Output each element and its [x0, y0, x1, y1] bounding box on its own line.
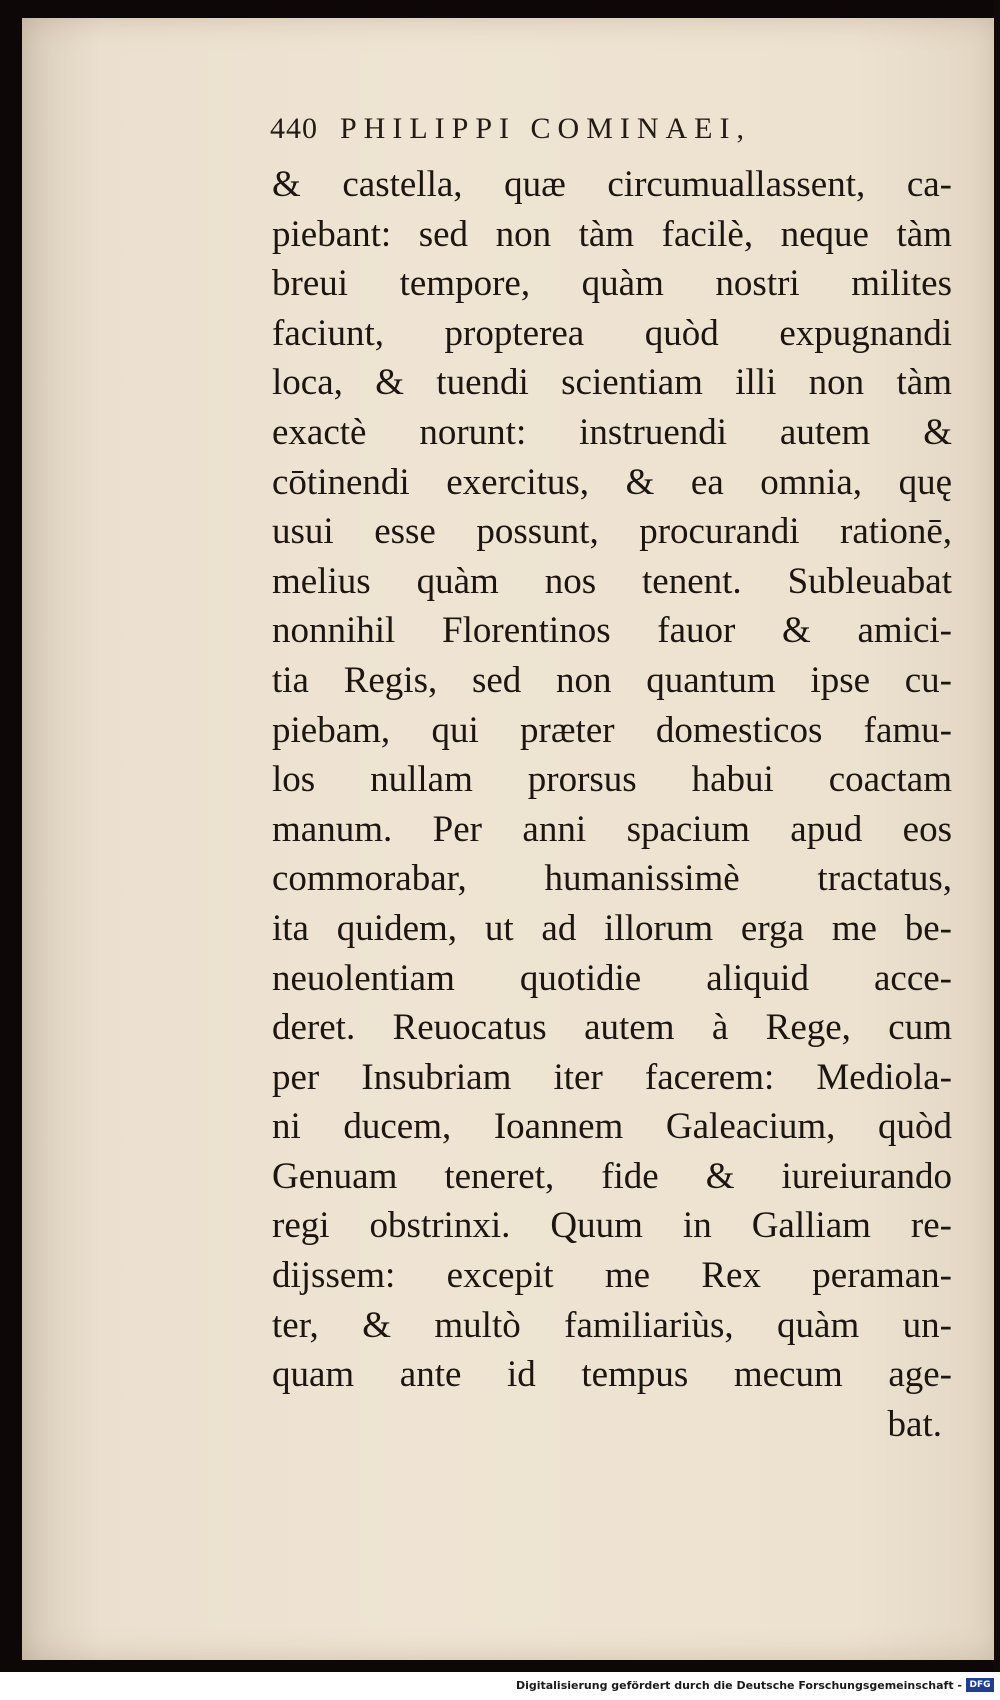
text-line: regi obstrinxi. Quum in Galliam re-: [272, 1205, 952, 1247]
text-line: per Insubriam iter facerem: Mediola-: [272, 1056, 952, 1098]
text-line: nonnihil Florentinos fauor & amici-: [272, 610, 952, 652]
text-line: cōtinendi exercitus, & ea omnia, quę: [272, 461, 952, 503]
text-line: ita quidem, ut ad illorum erga me be-: [272, 907, 952, 949]
text-line: deret. Reuocatus autem à Rege, cum: [272, 1007, 952, 1049]
text-line: quam ante id tempus mecum age-: [272, 1354, 952, 1396]
text-line: ni ducem, Ioannem Galeacium, quòd: [272, 1106, 952, 1148]
text-line: melius quàm nos tenent. Subleuabat: [272, 560, 952, 602]
text-line: piebant: sed non tàm facilè, neque tàm: [272, 213, 952, 255]
body-text: [272, 160, 952, 1449]
text-line: & castella, quæ circumuallassent, ca-: [272, 164, 952, 205]
text-line: los nullam prorsus habui coactam: [272, 759, 952, 801]
digitization-credit: Digitalisierung gefördert durch die Deutsche Forschungsgemeinschaft -: [515, 1679, 962, 1692]
text-line: tia Regis, sed non quantum ipse cu-: [272, 659, 952, 701]
text-line: faciunt, propterea quòd expugnandi: [272, 312, 952, 354]
scan-edge: [994, 0, 1000, 1700]
text-line: ter, & multò familiariùs, quàm un-: [272, 1304, 952, 1346]
text-line: dijssem: excepit me Rex peraman-: [272, 1255, 952, 1297]
text-line: exactè norunt: instruendi autem &: [272, 411, 952, 453]
dfg-logo: DFG: [966, 1678, 994, 1692]
text-line: manum. Per anni spacium apud eos: [272, 808, 952, 850]
page-number: 440: [270, 112, 318, 145]
text-line: loca, & tuendi scientiam illi non tàm: [272, 362, 952, 404]
text-line: breui tempore, quàm nostri milites: [272, 263, 952, 305]
running-title: PHILIPPI COMINAEI,: [340, 112, 751, 145]
text-line: commorabar, humanissimè tractatus,: [272, 858, 952, 900]
text-line: piebam, qui præter domesticos famu-: [272, 709, 952, 751]
text-line: Genuam teneret, fide & iureiurando: [272, 1155, 952, 1197]
text-line: neuolentiam quotidie aliquid acce-: [272, 957, 952, 999]
text-line-last: bat.: [887, 1403, 942, 1445]
text-line: usui esse possunt, procurandi rationē,: [272, 511, 952, 553]
running-header: [270, 112, 751, 146]
